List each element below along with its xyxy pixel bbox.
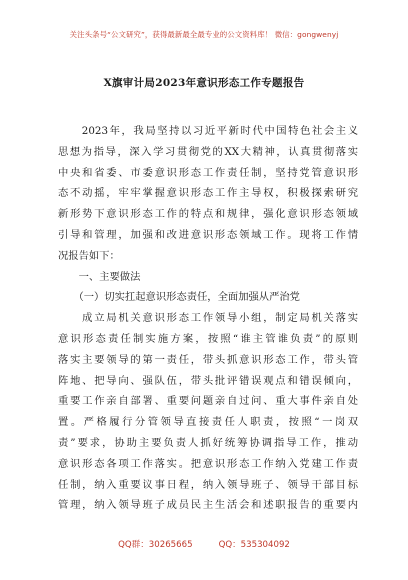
document-body bbox=[58, 121, 358, 516]
body-line: 管理，纳入领导班子成员民主生活会和述职报告的重要内 bbox=[58, 499, 358, 512]
body-line: 思想为指导，深入学习贯彻党的XX大精神，认真贯彻落实 bbox=[58, 145, 358, 158]
body-line: 引导和管理，加强和改进意识形态领域工作。现将工作情 bbox=[58, 228, 358, 241]
footer-contact bbox=[0, 538, 408, 550]
body-line: 意识形态各项工作落实。把意识形态工作纳入党建工作责 bbox=[58, 457, 358, 470]
body-line: 新形势下意识形态工作的特点和规律，强化意识形态领域 bbox=[58, 208, 358, 221]
body-line: 阵地、把导向、强队伍，带头批评错误观点和错误倾向， bbox=[58, 374, 358, 387]
body-line: 态不动摇，牢牢掌握意识形态工作主导权，积极探索研究 bbox=[58, 187, 358, 200]
body-line: 落实主要领导的第一责任，带头抓意识形态工作，带头管 bbox=[58, 353, 358, 366]
body-line: 中央和省委、市委意识形态工作责任制，坚持党管意识形 bbox=[58, 166, 358, 179]
subsection-heading: （一）切实扛起意识形态责任，全面加强从严治党 bbox=[58, 291, 300, 304]
footer-qq-group: QQ群：30265665 bbox=[118, 540, 193, 550]
body-line: 况报告如下： bbox=[58, 249, 120, 262]
body-line: 成立局机关意识形态工作领导小组，制定局机关落实 bbox=[58, 312, 358, 325]
body-line: 重要工作亲自部署、重要问题亲自过问、重大事件亲自处 bbox=[58, 395, 358, 408]
document-title: X旗审计局2023年意识形态工作专题报告 bbox=[103, 77, 305, 89]
section-heading: 一、主要做法 bbox=[58, 270, 141, 283]
body-line: 责”要求，协助主要负责人抓好统筹协调指导工作，推动 bbox=[58, 436, 358, 449]
header-banner: 关注头条号“公文研究”，获得最新最全最专业的公文资料库！ 微信：gongwenyj bbox=[69, 30, 339, 39]
body-line: 置。严格履行分管领导直接责任人职责，按照“一岗双 bbox=[58, 416, 358, 429]
body-line: 意识形态责任制实施方案，按照“谁主管谁负责”的原则 bbox=[58, 332, 358, 345]
body-line: 2023年，我局坚持以习近平新时代中国特色社会主义 bbox=[58, 125, 358, 137]
footer-qq: QQ：535304092 bbox=[218, 540, 290, 550]
body-line: 任制，纳入重要议事日程，纳入领导班子、领导干部目标 bbox=[58, 478, 358, 491]
